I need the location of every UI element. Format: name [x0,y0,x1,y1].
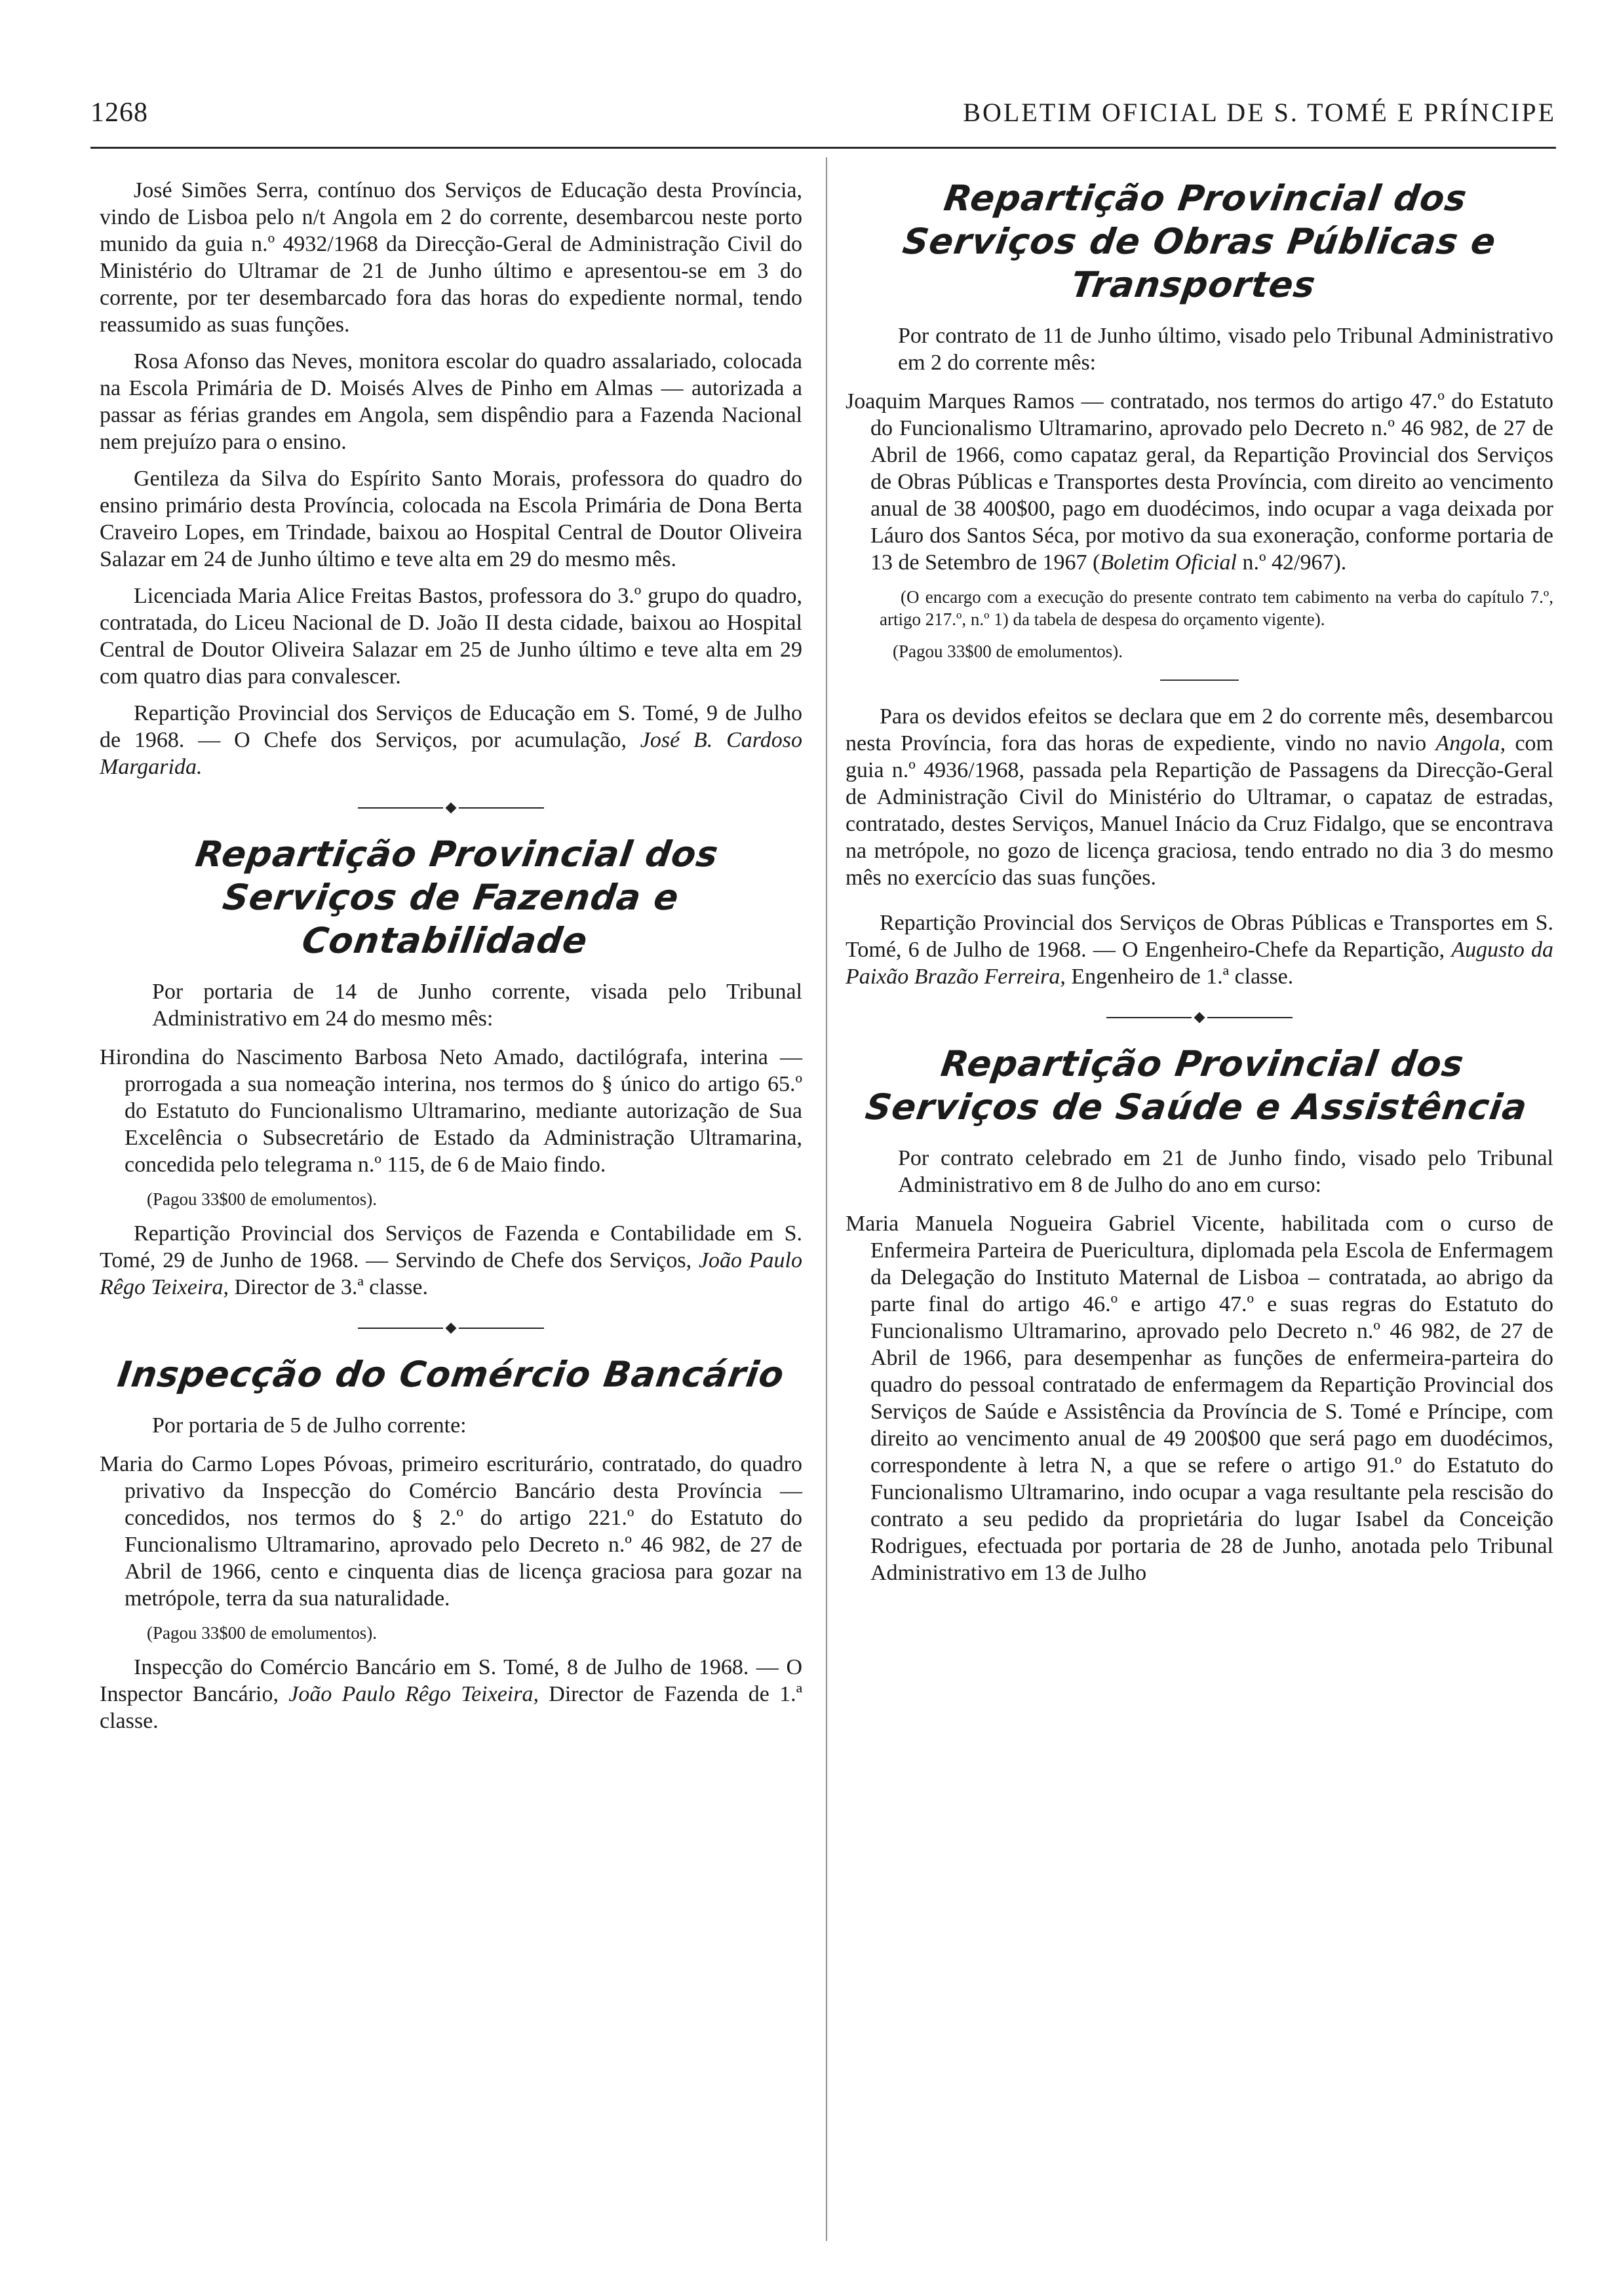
bancario-closing [100,1654,802,1734]
obras-signature: Augusto da Paixão Brazão Ferreira, [846,938,1553,989]
fazenda-signature: João Paulo Rêgo Teixeira, [100,1248,802,1299]
bancario-closing-tail: Director de Fazenda de 1.ª classe. [100,1682,803,1733]
page-header [90,90,1556,130]
notice-maria-alice-bastos: Licenciada Maria Alice Freitas Bastos, professora do 3.º grupo do quadro, contratada, do Liceu Nacional de D. João II desta cidade, baixou ao Hospital Central de Doutor Oliveira Salazar em 25 de Junho último e teve alta em 29 com quatro dias para convalescer. [100,584,802,689]
obras-entry-text: Joaquim Marques Ramos — contratado, nos termos do artigo 47.º do Estatuto do Funcionalismo Ultramarino, aprovado pelo Decreto n.º 46 982, de 27 de Abril de 1966, como capataz geral, da Repartição Provincial dos Serviços de Obras Públicas e Transportes desta Província, com direito ao vencimento anual de 38 400$00, pago em duodécimos, indo ocupar a vaga deixada por Láuro dos Santos Séca, por motivo da sua exoneração, conforme portaria de 13 de Setembro de 1967 ( [846,389,1553,575]
fazenda-closing [100,1220,802,1301]
page-number: 1268 [90,98,148,128]
fazenda-intro: Por portaria de 14 de Junho corrente, visada pelo Tribunal Administrativo em 24 do mesmo mês: [152,980,802,1031]
saude-intro: Por contrato celebrado em 21 de Junho findo, visado pelo Tribunal Administrativo em 8 de Julho do ano em curso: [898,1146,1553,1197]
section-title-obras: Repartição Provincial dos Serviços de Obras Públicas e Transportes [900,178,1499,305]
notice-gentileza-silva: Gentileza da Silva do Espírito Santo Morais, professora do quadro do ensino primário desta Província, colocada na Escola Primária de Dona Berta Craveiro Lopes, em Trindade, baixou ao Hospital Central de Doutor Oliveira Salazar em 24 de Junho último e teve alta em 29 do mesmo mês. [100,467,802,571]
fazenda-fee: (Pagou 33$00 de emolumentos). [147,1189,377,1209]
obras-declaration [846,703,1553,891]
column-divider [826,157,827,2241]
fazenda-closing-tail: Director de 3.ª classe. [229,1275,428,1299]
education-closing-text: Repartição Provincial dos Serviços de Educação em S. Tomé, 9 de Julho de 1968. — O Chefe dos Serviços, por acumulação, [100,701,802,752]
bancario-entry: Maria do Carmo Lopes Póvoas, primeiro escriturário, contratado, do quadro privativo da Inspecção do Comércio Bancário desta Província — concedidos, nos termos do § 2.º do artigo 221.º do Estatuto do Funcionalismo Ultramarino, aprovado pelo Decreto n.º 46 982, de 27 de Abril de 1966, cento e cinquenta dias de licença graciosa para gozar na metrópole, terra da sua naturalidade. [100,1452,802,1611]
obras-declaration-tail: com guia n.º 4936/1968, passada pela Repartição de Passagens da Direcção-Geral de Administração Civil do Ministério do Ultramar, o capataz de estradas, contratado, destes Serviços, Manuel Inácio da Cruz Fidalgo, que se encontrava na metrópole, no gozo de licença graciosa, tendo entrado no dia 3 do mesmo mês no exercício das suas funções. [846,731,1553,890]
obras-entry-ref: Boletim Oficial [1100,550,1237,575]
obras-ship-name: Angola, [1435,731,1506,756]
running-head: BOLETIM OFICIAL DE S. TOMÉ E PRÍNCIPE [963,98,1556,127]
obras-closing-text: Repartição Provincial dos Serviços de Obras Públicas e Transportes em S. Tomé, 6 de Julho de 1968. — O Engenheiro-Chefe da Repartição, [846,911,1553,962]
bancario-closing-text: Inspecção do Comércio Bancário em S. Tomé, 8 de Julho de 1968. — O Inspector Bancário, [100,1655,802,1706]
header-rule [90,147,1556,149]
fazenda-entry: Hirondina do Nascimento Barbosa Neto Amado, dactilógrafa, interina — prorrogada a sua nomeação interina, nos termos do § único do artigo 65.º do Estatuto do Funcionalismo Ultramarino, mediante autorização de Sua Excelência o Subsecretário de Estado da Administração Ultramarina, concedida pelo telegrama n.º 115, de 6 de Maio findo. [100,1045,802,1177]
bancario-signature: João Paulo Rêgo Teixeira, [288,1682,539,1706]
section-ornament [846,1012,1553,1023]
obras-intro: Por contrato de 11 de Junho último, visado pelo Tribunal Administrativo em 2 do corrente mês: [898,324,1553,375]
ornament-diamond-icon [446,1323,457,1334]
bancario-fee: (Pagou 33$00 de emolumentos). [147,1623,377,1643]
obras-closing-tail: Engenheiro de 1.ª classe. [1065,965,1294,989]
left-column [100,177,802,1744]
section-title-saude: Repartição Provincial dos Serviços de Saúde e Assistência [863,1043,1530,1128]
education-signature: José B. Cardoso Margarida. [100,728,802,779]
notice-jose-simoes-serra: José Simões Serra, contínuo dos Serviços de Educação desta Província, vindo de Lisboa pelo n/t Angola em 2 do corrente, desembarcou neste porto munido da guia n.º 4932/1968 da Direcção-Geral de Administração Civil do Ministério do Ultramar de 21 de Junho último e apresentou-se em 3 do corrente, por ter desembarcado fora das horas do expediente normal, tendo reassumido as suas funções. [100,178,802,337]
section-title-bancario: Inspecção do Comércio Bancário [115,1354,787,1395]
fazenda-closing-text: Repartição Provincial dos Serviços de Fazenda e Contabilidade em S. Tomé, 29 de Junho de 1968. — Servindo de Chefe dos Serviços, [100,1221,802,1272]
notice-rosa-afonso: Rosa Afonso das Neves, monitora escolar do quadro assalariado, colocada na Escola Primária de D. Moisés Alves de Pinho em Almas — autorizada a passar as férias grandes em Angola, sem dispêndio para a Fazenda Nacional nem prejuízo para o ensino. [100,349,802,454]
obras-fee: (Pagou 33$00 de emolumentos). [893,641,1123,661]
obras-closing [846,909,1553,990]
ornament-diamond-icon [1194,1012,1205,1024]
section-ornament [100,1323,802,1333]
obras-budget-note: (O encargo com a execução do presente contrato tem cabimento na verba do capítulo 7.º, artigo 217.º, n.º 1) da tabela de despesa do orçamento vigente). [880,587,1553,629]
bancario-intro: Por portaria de 5 de Julho corrente: [152,1413,467,1438]
section-title-fazenda: Repartição Provincial dos Serviços de Fazenda e Contabilidade [193,833,722,961]
education-closing [100,700,802,780]
obras-entry [846,388,1553,576]
obras-declaration-text: Para os devidos efeitos se declara que em 2 do corrente mês, desembarcou nesta Província, fora das horas de expediente, vindo no navio [846,704,1553,756]
short-rule [1160,679,1239,681]
section-ornament [100,803,802,813]
obras-entry-tail: n.º 42/967). [1237,550,1347,575]
saude-entry: Maria Manuela Nogueira Gabriel Vicente, habilitada com o curso de Enfermeira Parteira de Puericultura, diplomada pela Escola de Enfermagem da Delegação do Instituto Maternal de Lisboa – contratada, ao abrigo da parte final do artigo 46.º e artigo 47.º e suas regras do Estatuto do Funcionalismo Ultramarino, aprovado pelo Decreto n.º 46 982, de 27 de Abril de 1966, para desempenhar as funções de enfermeira-parteira do quadro do pessoal contratado de enfermagem da Repartição Provincial dos Serviços de Saúde e Assistência da Província de S. Tomé e Príncipe, com direito ao vencimento anual de 49 200$00 que será pago em duodécimos, correspondente à letra N, a que se refere o artigo 91.º do Estatuto do Funcionalismo Ultramarino, indo ocupar a vaga resultante pela rescisão do contrato a seu pedido da proprietária do lugar Isabel da Conceição Rodrigues, efectuada por portaria de 28 de Junho, anotada pelo Tribunal Administrativo em 13 de Julho [846,1212,1553,1585]
right-column [846,177,1553,1596]
ornament-diamond-icon [446,803,457,814]
